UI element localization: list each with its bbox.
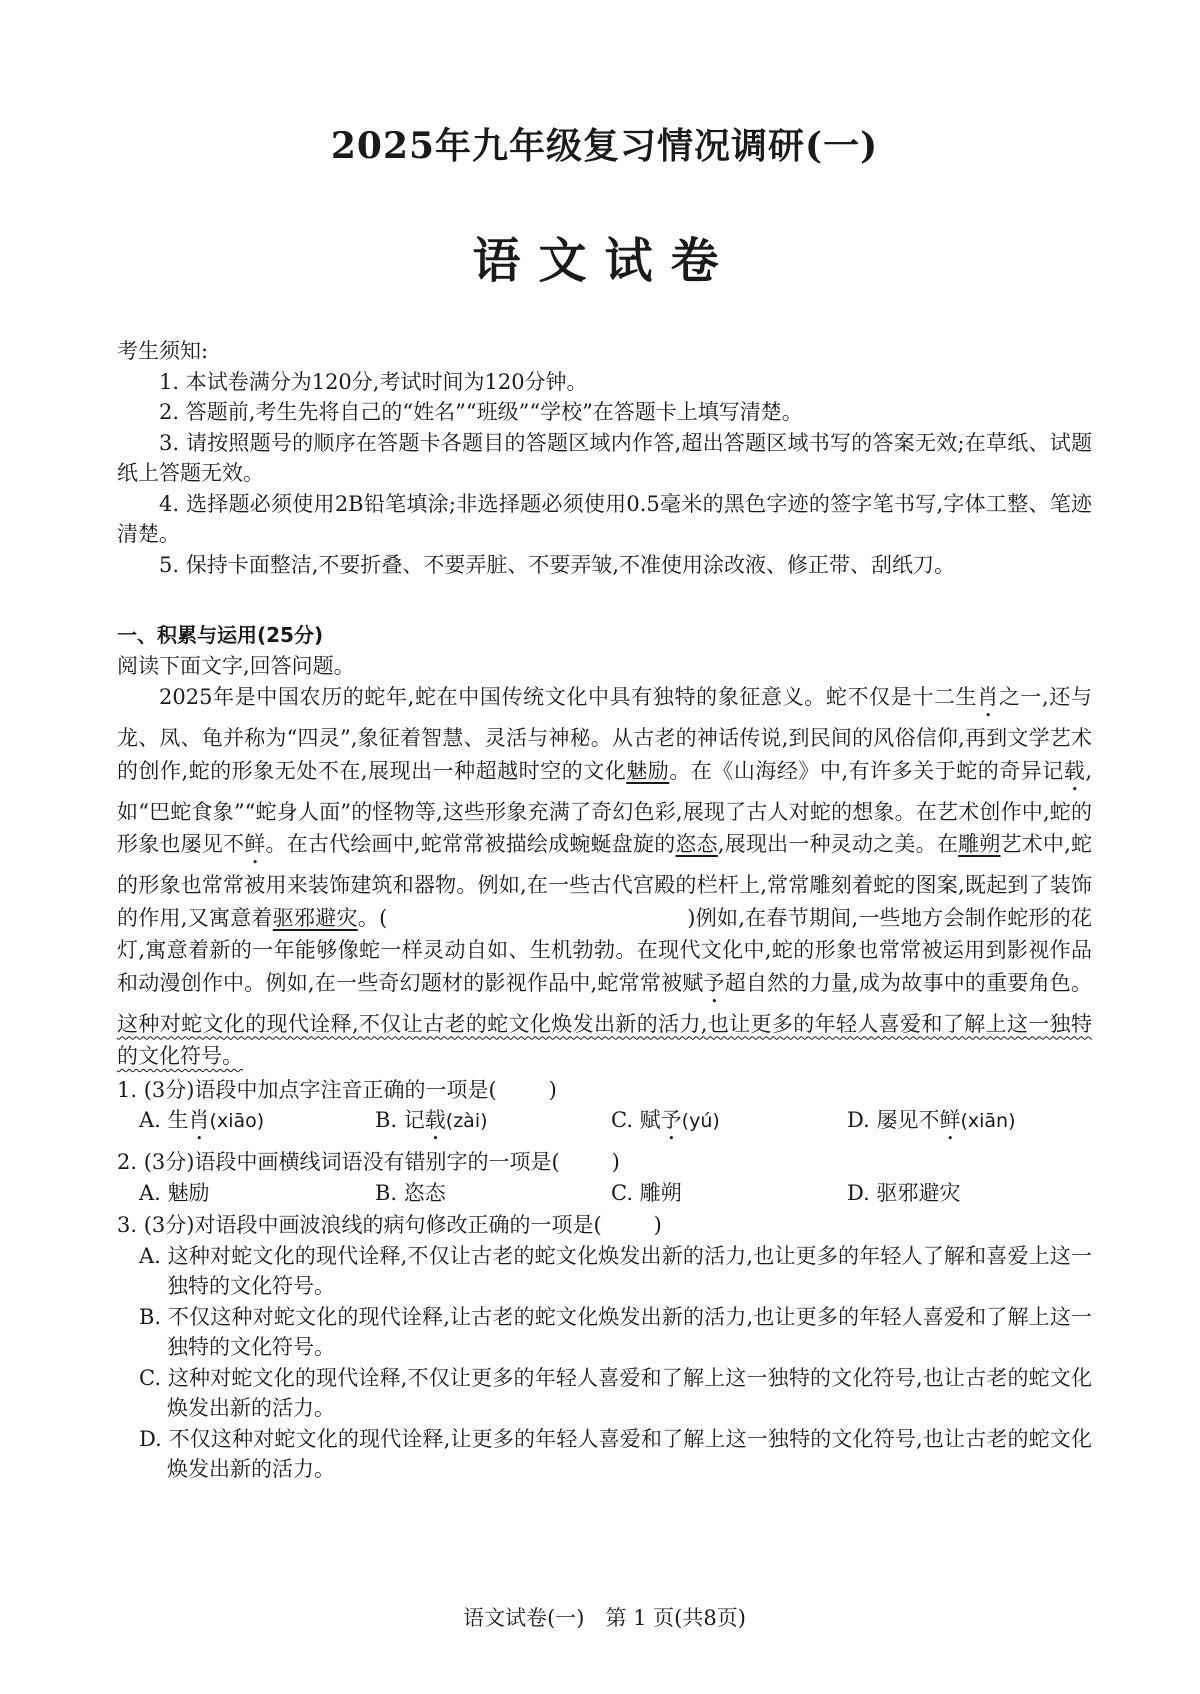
reading-instruction: 阅读下面文字,回答问题。 xyxy=(117,653,355,678)
question-1 xyxy=(117,1075,1092,1146)
option-text: C. 赋 xyxy=(611,1108,661,1132)
option-b xyxy=(375,1105,611,1145)
passage-text: 艺术中,蛇的形象也常常被用来装饰建筑和器物。例如,在一些古代宫殿的栏杆上,常常雕刻着蛇的图案,既起到了装饰的作用,又寓意着 xyxy=(117,832,1093,930)
question-stem xyxy=(117,1075,1092,1106)
underlined-word: 雕朔 xyxy=(958,832,1001,856)
section-accumulation xyxy=(117,620,1092,1485)
section-heading: 一、积累与运用(25分) xyxy=(117,623,324,647)
page-footer: 语文试卷(一) 第 1 页(共8页) xyxy=(463,1606,746,1630)
candidate-notice xyxy=(117,336,1092,580)
option-a: A. 这种对蛇文化的现代诠释,不仅让古老的蛇文化焕发出新的活力,也让更多的年轻人了解和喜爱上这一独特的文化符号。 xyxy=(139,1243,1092,1298)
dotted-char: 鲜 xyxy=(244,832,266,856)
dotted-char: 载 xyxy=(424,1108,446,1132)
option-text: B. 记 xyxy=(375,1108,425,1132)
underlined-word: 驱邪避灾 xyxy=(272,905,358,930)
option-d: D. 驱邪避灾 xyxy=(847,1180,961,1205)
passage-text: )例如,在春节期间,一些地方会制作蛇形的花灯,寓意着新的一年能够像蛇一样灵动自如、生机勃勃。在现代文化中,蛇的形象也常常被运用到影视作品和动漫创作中。例如,在一些奇幻题材的影视作品中,蛇常常被赋 xyxy=(117,905,1092,995)
question-stem xyxy=(117,1147,1092,1178)
notice-item: 5. 保持卡面整洁,不要折叠、不要弄脏、不要弄皱,不准使用涂改液、修正带、刮纸刀。 xyxy=(159,552,956,577)
dotted-char: 肖 xyxy=(977,685,999,709)
pinyin: (zài) xyxy=(445,1110,488,1132)
stem-text: 2. (3分)语段中画横线词语没有错别字的一项是( xyxy=(117,1150,560,1174)
underlined-word: 魅励 xyxy=(626,758,670,783)
wavy-underlined-sentence: 这种对蛇文化的现代诠释,不仅让古老的蛇文化焕发出新的活力,也让更多的年轻人喜爱和了解上这一独特的文化符号。 xyxy=(117,1011,1092,1068)
option-a xyxy=(139,1105,375,1145)
question-3 xyxy=(117,1210,1092,1485)
option-c xyxy=(611,1105,847,1145)
pinyin: (xiāo) xyxy=(209,1110,265,1132)
passage-text: 。( xyxy=(357,905,388,930)
passage-text: 2025年是中国农历的蛇年,蛇在中国传统文化中具有独特的象征意义。蛇不仅是十二生 xyxy=(159,685,978,709)
notice-item: 4. 选择题必须使用2B铅笔填涂;非选择题必须使用0.5毫米的黑色字迹的签字笔书写,字体工整、笔迹清楚。 xyxy=(117,491,1092,546)
options-row xyxy=(117,1178,1092,1209)
dotted-char: 鲜 xyxy=(939,1108,961,1132)
passage-text: ,展现出一种灵动之美。在 xyxy=(717,832,959,856)
stem-text: 3. (3分)对语段中画波浪线的病句修改正确的一项是( xyxy=(117,1213,602,1237)
notice-item: 3. 请按照题号的顺序在答题卡各题目的答题区域内作答,超出答题区域书写的答案无效;在草纸、试题纸上答题无效。 xyxy=(117,430,1092,485)
dotted-char: 载 xyxy=(1063,758,1086,783)
question-stem xyxy=(117,1210,1092,1241)
option-a: A. 魅励 xyxy=(139,1180,210,1205)
subject-title: 语文试卷 xyxy=(472,233,737,289)
passage-text: 之一,还与龙、凤、龟并称为“四灵”,象征着智慧、灵活与神秘。从古老的神话传说,到民间的风俗信仰,再到文学艺术的创作,蛇的形象无处不在,展现出一种超越时空的文化 xyxy=(117,685,1092,783)
stem-text: 1. (3分)语段中加点字注音正确的一项是( xyxy=(117,1077,497,1102)
passage-text: 超自然的力量,成为故事中的重要角色。 xyxy=(724,970,1092,995)
option-d xyxy=(847,1105,1083,1145)
pinyin: (yú) xyxy=(681,1110,720,1132)
option-text: D. 屡见不 xyxy=(847,1108,940,1132)
dotted-char: 予 xyxy=(703,970,725,995)
option-c: C. 这种对蛇文化的现代诠释,不仅让更多的年轻人喜爱和了解上这一独特的文化符号,也让古老的蛇文化焕发出新的活力。 xyxy=(139,1365,1092,1420)
stem-text: ) xyxy=(548,1077,557,1102)
option-c: C. 雕朔 xyxy=(611,1180,682,1205)
dotted-char: 予 xyxy=(660,1108,682,1132)
options-row xyxy=(117,1105,1092,1145)
notice-heading: 考生须知: xyxy=(117,339,209,363)
stem-text: ) xyxy=(653,1213,662,1237)
notice-item: 1. 本试卷满分为120分,考试时间为120分钟。 xyxy=(159,369,588,394)
option-text: A. 生 xyxy=(139,1108,189,1132)
underlined-word: 恣态 xyxy=(675,832,718,856)
options-block xyxy=(117,1241,1092,1485)
passage-text: ,如“巴蛇食象”“蛇身人面”的怪物等,这些形象充满了奇幻色彩,展现了古人对蛇的想象。在艺术创作中,蛇的形象也屡见不 xyxy=(117,758,1093,856)
dotted-char: 肖 xyxy=(188,1108,210,1132)
passage-text: 。在古代绘画中,蛇常常被描绘成蜿蜒盘旋的 xyxy=(265,832,676,856)
question-2 xyxy=(117,1147,1092,1208)
reading-passage xyxy=(117,681,1092,1073)
option-d: D. 不仅这种对蛇文化的现代诠释,让更多的年轻人喜爱和了解上这一独特的文化符号,也让古老的蛇文化焕发出新的活力。 xyxy=(139,1426,1092,1481)
notice-item: 2. 答题前,考生先将自己的“姓名”“班级”“学校”在答题卡上填写清楚。 xyxy=(159,400,803,424)
pinyin: (xiān) xyxy=(960,1110,1016,1132)
option-b: B. 不仅这种对蛇文化的现代诠释,让古老的蛇文化焕发出新的活力,也让更多的年轻人喜爱和了解上这一独特的文化符号。 xyxy=(139,1304,1092,1359)
passage-text: 。在《山海经》中,有许多关于蛇的奇异记 xyxy=(669,758,1064,783)
stem-text: ) xyxy=(611,1150,620,1174)
exam-title: 2025年九年级复习情况调研(一) xyxy=(330,125,879,167)
option-b: B. 恣态 xyxy=(375,1180,446,1205)
exam-page xyxy=(117,0,1092,1694)
